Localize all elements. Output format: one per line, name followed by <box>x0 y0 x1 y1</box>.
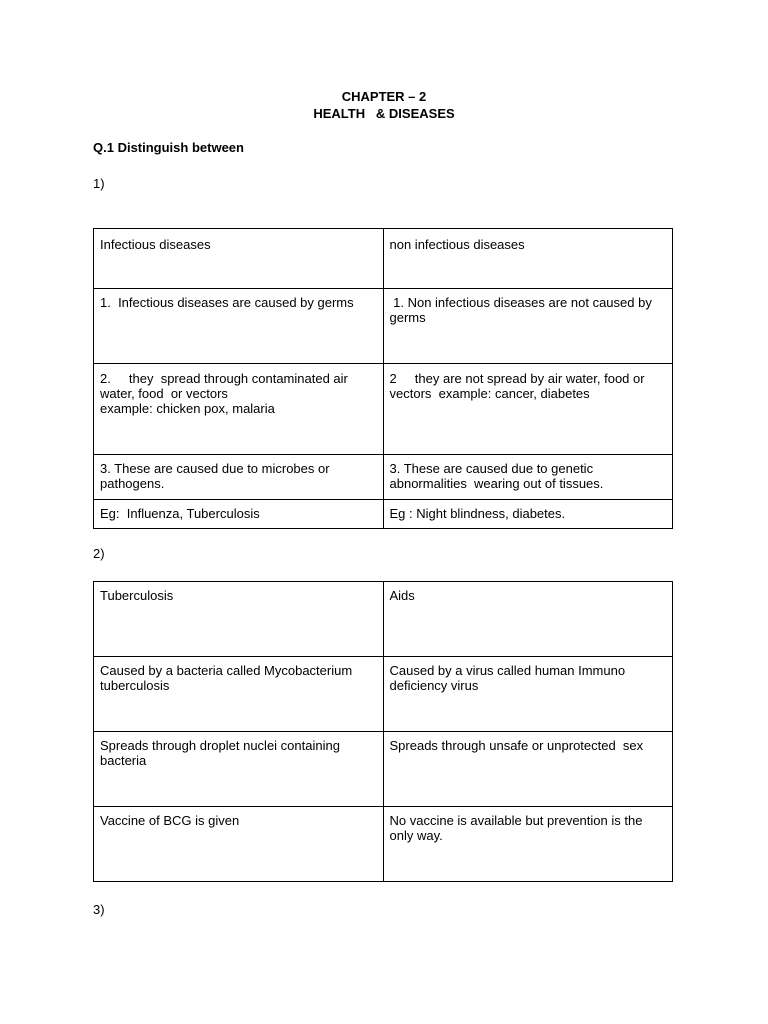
table-row <box>94 364 673 455</box>
table-row <box>94 807 673 882</box>
table-cell: Tuberculosis <box>94 582 384 657</box>
table-cell: Caused by a bacteria called Mycobacterium tuberculosis <box>94 657 384 732</box>
table-row <box>94 657 673 732</box>
table-cell: 3. These are caused due to microbes or pathogens. <box>94 455 384 500</box>
table-cell: Spreads through droplet nuclei containing bacteria <box>94 732 384 807</box>
item-number-1: 1) <box>93 176 105 191</box>
table-cell: No vaccine is available but prevention is the only way. <box>383 807 673 882</box>
table-cell: Vaccine of BCG is given <box>94 807 384 882</box>
table-row <box>94 500 673 529</box>
table-cell: Eg: Influenza, Tuberculosis <box>94 500 384 529</box>
table-row <box>94 732 673 807</box>
table-cell: Infectious diseases <box>94 229 384 289</box>
table-row <box>94 455 673 500</box>
table-cell: 1. Infectious diseases are caused by germs <box>94 289 384 364</box>
item-number-3: 3) <box>93 902 105 917</box>
table-row <box>94 289 673 364</box>
table-cell: Spreads through unsafe or unprotected sex <box>383 732 673 807</box>
table-cell: 2. they spread through contaminated air water, food or vectors example: chicken pox, malaria <box>94 364 384 455</box>
table-cell: 2 they are not spread by air water, food or vectors example: cancer, diabetes <box>383 364 673 455</box>
chapter-heading <box>0 88 768 122</box>
comparison-table-tb-aids <box>93 581 673 882</box>
table-cell: Aids <box>383 582 673 657</box>
chapter-subject: HEALTH & DISEASES <box>313 106 455 121</box>
table-cell: 1. Non infectious diseases are not caused by germs <box>383 289 673 364</box>
table-cell: Caused by a virus called human Immuno deficiency virus <box>383 657 673 732</box>
chapter-title: CHAPTER – 2 <box>341 89 427 104</box>
table-cell: Eg : Night blindness, diabetes. <box>383 500 673 529</box>
item-number-2: 2) <box>93 546 105 561</box>
table-row <box>94 582 673 657</box>
question-heading: Q.1 Distinguish between <box>93 140 244 155</box>
comparison-table-infectious <box>93 228 673 529</box>
table-row <box>94 229 673 289</box>
table-cell: 3. These are caused due to genetic abnormalities wearing out of tissues. <box>383 455 673 500</box>
table-cell: non infectious diseases <box>383 229 673 289</box>
